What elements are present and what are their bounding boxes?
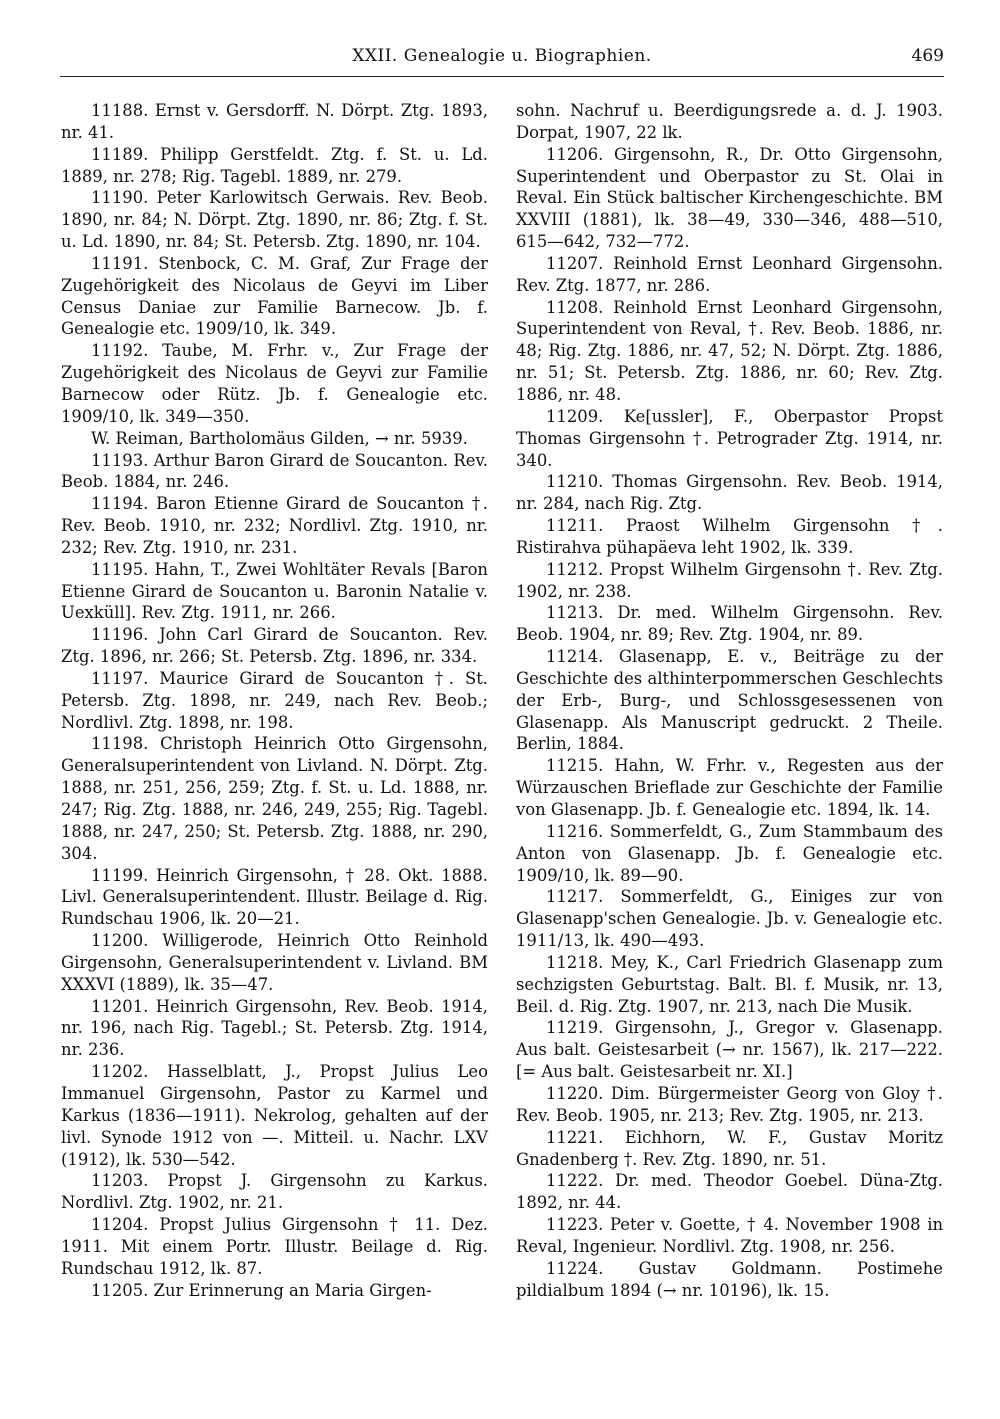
bibliography-entry: 11217. Sommerfeldt, G., Einiges zur von Glasenapp'schen Genealogie. Jb. v. Genealogie etc. 1911/13, lk. 490—493. [516,887,943,951]
running-head [60,44,944,77]
running-title: XXII. Genealogie u. Biographien. [352,46,652,66]
bibliography-entry: 11199. Heinrich Girgensohn, † 28. Okt. 1888. Livl. Generalsuperintendent. Illustr. Beilage d. Rig. Rundschau 1906, lk. 20—21. [61,865,488,929]
bibliography-entry: 11194. Baron Etienne Girard de Soucanton †. Rev. Beob. 1910, nr. 232; Nordlivl. Ztg. 1910, nr. 232; Rev. Ztg. 1910, nr. 231. [61,494,488,557]
bibliography-entry: 11196. John Carl Girard de Soucanton. Rev. Ztg. 1896, nr. 266; St. Petersb. Ztg. 1896, nr. 334. [61,625,488,667]
bibliography-entry: 11214. Glasenapp, E. v., Beiträge zu der Geschichte des althinterpommerschen Geschlechts der Erb-, Burg-, und Schlossgesessenen von Glasenapp. Als Manuscript gedruckt. 2 Theile. Berlin, 1884. [516,647,943,754]
bibliography-entry: 11207. Reinhold Ernst Leonhard Girgensohn. Rev. Ztg. 1877, nr. 286. [516,253,943,295]
bibliography-entry: 11198. Christoph Heinrich Otto Girgensohn, Generalsuperintendent von Livland. N. Dörpt. Ztg. 1888, nr. 251, 256, 259; Ztg. f. St. u. Ld. 1888, nr. 247; Rig. Ztg. 1888, nr. 246, 249, 255; Rig. Tagebl. 1888, nr. 247, 250; St. Petersb. Ztg. 1888, nr. 290, 304. [61,734,488,863]
bibliography-entry: 11222. Dr. med. Theodor Goebel. Düna-Ztg. 1892, nr. 44. [516,1171,943,1213]
bibliography-entry: 11220. Dim. Bürgermeister Georg von Gloy †. Rev. Beob. 1905, nr. 213; Rev. Ztg. 1905, nr. 213. [516,1083,943,1125]
bibliography-entry: 11210. Thomas Girgensohn. Rev. Beob. 1914, nr. 284, nach Rig. Ztg. [516,472,943,514]
bibliography-entry: 11215. Hahn, W. Frhr. v., Regesten aus der Würzauschen Brieflade zur Geschichte der Familie von Glasenapp. Jb. f. Genealogie etc. 1894, lk. 14. [516,756,943,819]
bibliography-entry: 11224. Gustav Goldmann. Postimehe pildialbum 1894 (→ nr. 10196), lk. 15. [516,1258,943,1300]
bibliography-entry: 11209. Ke[ussler], F., Oberpastor Propst Thomas Girgensohn †. Petrograder Ztg. 1914, nr. 340. [516,406,943,470]
bibliography-entry: 11188. Ernst v. Gersdorff. N. Dörpt. Ztg. 1893, nr. 41. [61,101,488,142]
bibliography-entry: 11190. Peter Karlowitsch Gerwais. Rev. Beob. 1890, nr. 84; N. Dörpt. Ztg. 1890, nr. 86; Ztg. f. St. u. Ld. 1890, nr. 84; St. Petersb. Ztg. 1890, nr. 104. [61,188,488,252]
bibliography-entry: 11191. Stenbock, C. M. Graf, Zur Frage der Zugehörigkeit des Nicolaus de Geyvi im Liber Census Daniae zur Familie Barnecow. Jb. f. Genealogie etc. 1909/10, lk. 349. [61,253,488,339]
bibliography-entry: 11221. Eichhorn, W. F., Gustav Moritz Gnadenberg †. Rev. Ztg. 1890, nr. 51. [516,1127,943,1169]
right-column [516,100,943,1301]
bibliography-entry: 11197. Maurice Girard de Soucanton †. St. Petersb. Ztg. 1898, nr. 249, nach Rev. Beob.; Nordlivl. Ztg. 1898, nr. 198. [61,668,488,732]
bibliography-entry: 11200. Willigerode, Heinrich Otto Reinhold Girgensohn, Generalsuperintendent v. Livland. BM XXXVI (1889), lk. 35—47. [61,931,488,994]
bibliography-entry: 11218. Mey, K., Carl Friedrich Glasenapp zum sechzigsten Geburtstag. Balt. Bl. f. Musik, nr. 13, Beil. d. Rig. Ztg. 1907, nr. 213, nach Die Musik. [516,952,943,1016]
bibliography-entry: 11213. Dr. med. Wilhelm Girgensohn. Rev. Beob. 1904, nr. 89; Rev. Ztg. 1904, nr. 89. [516,603,943,645]
bibliography-entry: 11223. Peter v. Goette, † 4. November 1908 in Reval, Ingenieur. Nordlivl. Ztg. 1908, nr. 256. [516,1215,943,1256]
bibliography-entry: 11192. Taube, M. Frhr. v., Zur Frage der Zugehörigkeit des Nicolaus de Geyvi zur Familie Barnecow oder Rütz. Jb. f. Genealogie etc. 1909/10, lk. 349—350. [61,341,488,426]
bibliography-entry: 11193. Arthur Baron Girard de Soucanton. Rev. Beob. 1884, nr. 246. [61,450,488,492]
bibliography-entry: 11195. Hahn, T., Zwei Wohltäter Revals [Baron Etienne Girard de Soucanton u. Baronin Natalie v. Uexküll]. Rev. Ztg. 1911, nr. 266. [61,559,488,623]
bibliography-entry: 11205. Zur Erinnerung an Maria Girgen- [91,1280,432,1300]
bibliography-entry: 11211. Praost Wilhelm Girgensohn †. Ristirahva pühapäeva leht 1902, lk. 339. [516,516,943,557]
bibliography-entry: 11216. Sommerfeldt, G., Zum Stammbaum des Anton von Glasenapp. Jb. f. Genealogie etc. 1909/10, lk. 89—90. [516,821,943,885]
page-number: 469 [911,46,944,66]
bibliography-entry: 11202. Hasselblatt, J., Propst Julius Leo Immanuel Girgensohn, Pastor zu Karmel und Karkus (1836—1911). Nekrolog, gehalten auf der livl. Synode 1912 von —. Mitteil. u. Nachr. LXV (1912), lk. 530—542. [61,1062,488,1169]
bibliography-entry: 11212. Propst Wilhelm Girgensohn †. Rev. Ztg. 1902, nr. 238. [516,559,943,601]
left-column [61,100,488,1301]
bibliography-entry: 11189. Philipp Gerstfeldt. Ztg. f. St. u. Ld. 1889, nr. 278; Rig. Tagebl. 1889, nr. 279. [61,144,488,186]
bibliography-entry-continuation: sohn. Nachruf u. Beerdigungsrede a. d. J. 1903. Dorpat, 1907, 22 lk. [516,101,943,142]
bibliography-entry: 11203. Propst J. Girgensohn zu Karkus. Nordlivl. Ztg. 1902, nr. 21. [61,1171,488,1213]
bibliography-entry: 11219. Girgensohn, J., Gregor v. Glasenapp. Aus balt. Geistesarbeit (→ nr. 1567), lk. 217—222. [= Aus balt. Geistesarbeit nr. XI.] [516,1018,943,1082]
bibliography-entry: W. Reiman, Bartholomäus Gilden, → nr. 5939. [91,428,468,448]
bibliography-entry: 11201. Heinrich Girgensohn, Rev. Beob. 1914, nr. 196, nach Rig. Tagebl.; St. Petersb. Ztg. 1914, nr. 236. [61,996,488,1060]
bibliography-entry: 11204. Propst Julius Girgensohn † 11. Dez. 1911. Mit einem Portr. Illustr. Beilage d. Rig. Rundschau 1912, lk. 87. [61,1215,488,1278]
bibliography-entry: 11208. Reinhold Ernst Leonhard Girgensohn, Superintendent von Reval, †. Rev. Beob. 1886, nr. 48; Rig. Ztg. 1886, nr. 47, 52; N. Dörpt. Ztg. 1886, nr. 51; St. Petersb. Ztg. 1886, nr. 60; Rev. Ztg. 1886, nr. 48. [516,297,943,404]
bibliography-entry: 11206. Girgensohn, R., Dr. Otto Girgensohn, Superintendent und Oberpastor zu St. Olai in Reval. Ein Stück baltischer Kirchengeschichte. BM XXVIII (1881), lk. 38—49, 330—346, 488—510, 615—642, 732—772. [516,144,943,252]
